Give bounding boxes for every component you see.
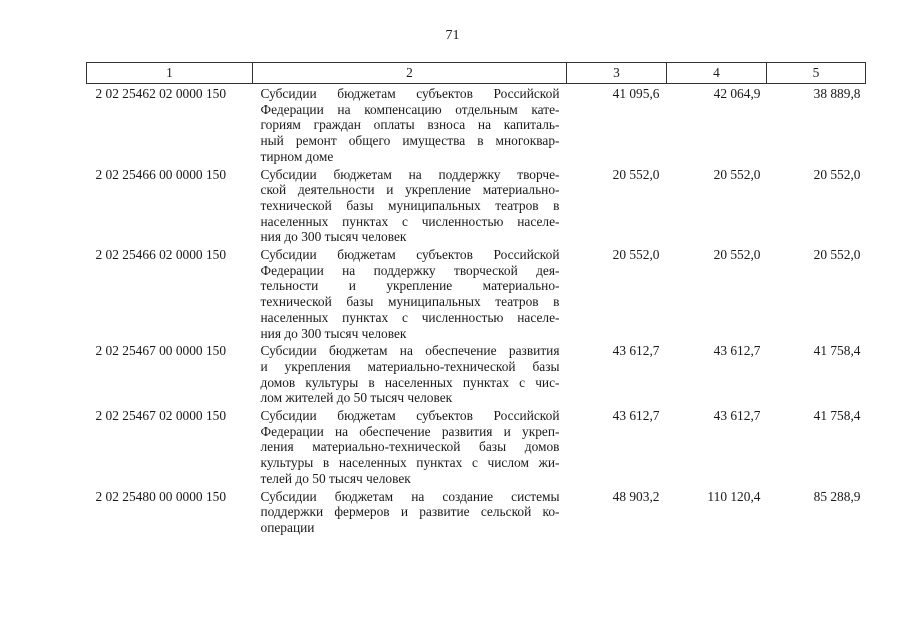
description-line: населенных пунктах с численностью населе-	[260, 309, 560, 325]
description-line: домов культуры в населенных пунктах с чис-	[260, 374, 560, 390]
description-line: ния до 300 тысяч человек	[260, 229, 407, 245]
value-col-5: 41 758,4	[813, 343, 861, 359]
table-header	[87, 63, 866, 84]
description-line: Субсидии бюджетам субъектов Российской	[260, 408, 560, 424]
header-row	[87, 63, 866, 84]
description-line: тирном доме	[260, 148, 334, 164]
description-cell	[253, 408, 567, 489]
value-col-5: 41 758,4	[813, 408, 861, 424]
value-col-5: 85 288,9	[813, 488, 861, 504]
description-line: и укрепления материально-технической базы	[260, 358, 560, 374]
description-line: технической базы муниципальных театров в	[260, 197, 560, 213]
description-line: Субсидии бюджетам на создание системы	[260, 488, 560, 504]
description-line: гориям граждан оплаты взноса на капиталь-	[260, 117, 560, 133]
classification-code: 2 02 25466 02 0000 150	[95, 247, 227, 263]
budget-table	[86, 62, 866, 538]
table-row	[87, 247, 866, 343]
value-col-3: 41 095,6	[612, 86, 660, 101]
value-col-4: 20 552,0	[713, 166, 761, 182]
description-line: Субсидии бюджетам на поддержку творче-	[260, 166, 560, 182]
description-line: тельности и укрепление материально-	[260, 278, 560, 294]
description-line: ления материально-технической базы домов	[260, 439, 560, 455]
table-row	[87, 343, 866, 408]
value-col-5: 20 552,0	[813, 247, 861, 263]
description-line: ской деятельности и укрепление материально-	[260, 182, 560, 198]
value-col-3: 20 552,0	[612, 166, 660, 182]
description-line: Субсидии бюджетам на обеспечение развития	[260, 343, 560, 359]
description-line: телей до 50 тысяч человек	[260, 470, 411, 486]
description-line: Субсидии бюджетам субъектов Российской	[260, 86, 560, 101]
value-col-3: 20 552,0	[612, 247, 660, 263]
description-cell	[253, 84, 567, 167]
column-header-4: 4	[667, 63, 767, 84]
value-col-4: 42 064,9	[713, 86, 761, 101]
column-header-1: 1	[87, 63, 253, 84]
description-line: Субсидии бюджетам субъектов Российской	[260, 247, 560, 263]
description-line: операции	[260, 519, 315, 535]
column-header-3: 3	[567, 63, 667, 84]
classification-code: 2 02 25467 00 0000 150	[95, 343, 227, 359]
classification-code: 2 02 25466 00 0000 150	[95, 166, 227, 182]
description-line: поддержки фермеров и развитие сельской ко-	[260, 504, 560, 520]
column-header-5: 5	[767, 63, 866, 84]
value-col-5: 38 889,8	[813, 86, 861, 101]
description-line: ный ремонт общего имущества в многоквар-	[260, 133, 560, 149]
description-cell	[253, 489, 567, 538]
description-line: культуры в населенных пунктах с числом жи-	[260, 455, 560, 471]
value-col-3: 43 612,7	[612, 343, 660, 359]
table-row	[87, 84, 866, 167]
description-line: лом жителей до 50 тысяч человек	[260, 390, 453, 406]
description-line: Федерации на компенсацию отдельным кате-	[260, 101, 560, 117]
table-row	[87, 167, 866, 248]
value-col-3: 43 612,7	[612, 408, 660, 424]
description-line: Федерации на обеспечение развития и укреп-	[260, 423, 560, 439]
value-col-5: 20 552,0	[813, 166, 861, 182]
description-line: технической базы муниципальных театров в	[260, 294, 560, 310]
classification-code: 2 02 25462 02 0000 150	[95, 86, 227, 101]
value-col-4: 43 612,7	[713, 343, 761, 359]
classification-code: 2 02 25480 00 0000 150	[95, 488, 227, 504]
page-number: 71	[445, 28, 460, 43]
description-cell	[253, 247, 567, 343]
value-col-4: 110 120,4	[707, 488, 761, 504]
description-cell	[253, 167, 567, 248]
description-line: населенных пунктах с численностью населе-	[260, 213, 560, 229]
table-row	[87, 408, 866, 489]
table-body	[87, 84, 866, 538]
description-cell	[253, 343, 567, 408]
value-col-4: 43 612,7	[713, 408, 761, 424]
classification-code: 2 02 25467 02 0000 150	[95, 408, 227, 424]
description-line: Федерации на поддержку творческой дея-	[260, 262, 560, 278]
description-line: ния до 300 тысяч человек	[260, 325, 407, 341]
value-col-3: 48 903,2	[612, 488, 660, 504]
table-row	[87, 489, 866, 538]
column-header-2: 2	[253, 63, 567, 84]
value-col-4: 20 552,0	[713, 247, 761, 263]
